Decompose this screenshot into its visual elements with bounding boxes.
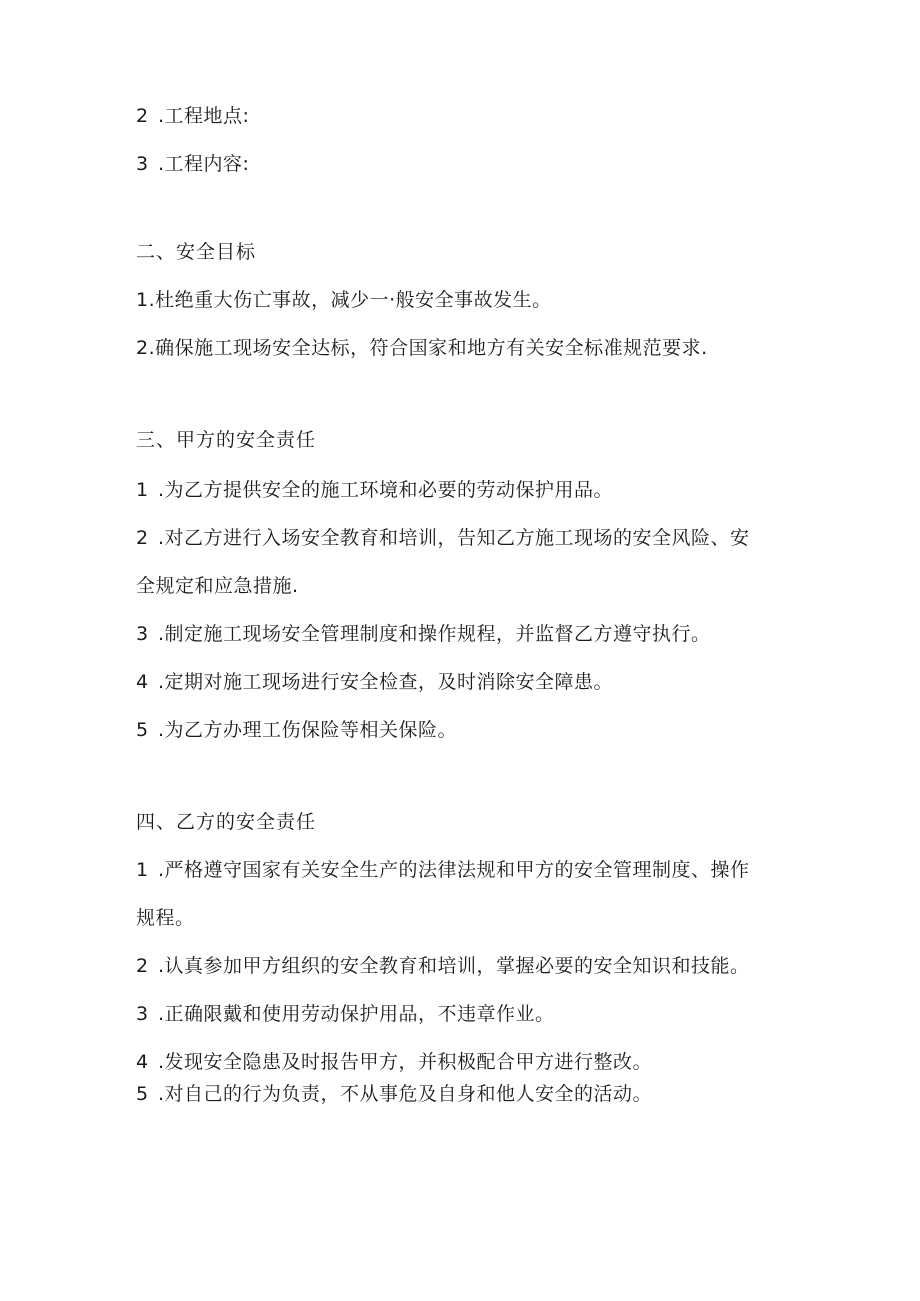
item-text: .为乙方办理工伤保险等相关保险。 [158, 719, 458, 741]
item-text: .对自己的行为负责，不从事危及自身和他人安全的活动。 [158, 1083, 653, 1105]
party-a-item [136, 718, 457, 742]
party-a-item [136, 526, 750, 550]
item-number: 3 [136, 623, 149, 645]
project-content-line [136, 152, 249, 176]
item-text: .发现安全隐患及时报告甲方，并积极配合甲方进行整改。 [158, 1051, 653, 1073]
item-number: 2 [136, 527, 149, 549]
section-heading-safety-goals: 二、安全目标 [136, 241, 257, 263]
project-location-line [136, 104, 249, 128]
safety-goal-item: 2.确保施工现场安全达标，符合国家和地方有关安全标准规范要求. [136, 337, 708, 359]
party-a-item [136, 670, 613, 694]
party-b-item [136, 954, 750, 978]
item-text: .正确限戴和使用劳动保护用品，不违章作业。 [158, 1003, 555, 1025]
party-b-item [136, 1050, 652, 1074]
item-text: .认真参加甲方组织的安全教育和培训，掌握必要的安全知识和技能。 [158, 955, 750, 977]
section-heading-party-a-responsibility: 三、甲方的安全责任 [136, 429, 317, 451]
item-text: .为乙方提供安全的施工环境和必要的劳动保护用品。 [158, 479, 614, 501]
section-heading-party-b-responsibility: 四、乙方的安全责任 [136, 811, 317, 833]
item-number: 3 [136, 153, 149, 175]
item-text: .定期对施工现场进行安全检查，及时消除安全障患。 [158, 671, 614, 693]
item-text: .严格遵守国家有关安全生产的法律法规和甲方的安全管理制度、操作 [158, 859, 750, 881]
item-text: .工程内容: [158, 153, 250, 175]
item-number: 2 [136, 955, 149, 977]
item-text: .工程地点: [158, 105, 250, 127]
item-number: 5 [136, 1083, 149, 1105]
item-number: 2 [136, 105, 149, 127]
party-a-item [136, 622, 711, 646]
party-b-item [136, 858, 750, 882]
item-text: .对乙方进行入场安全教育和培训，告知乙方施工现场的安全风险、安 [158, 527, 750, 549]
party-b-item [136, 1002, 555, 1026]
party-a-item [136, 478, 613, 502]
item-number: 4 [136, 1051, 149, 1073]
party-a-item-continuation: 全规定和应急措施. [136, 575, 299, 597]
item-number: 1 [136, 859, 149, 881]
item-number: 3 [136, 1003, 149, 1025]
item-number: 1 [136, 479, 149, 501]
item-text: .制定施工现场安全管理制度和操作规程，并监督乙方遵守执行。 [158, 623, 711, 645]
item-number: 4 [136, 671, 149, 693]
party-b-item-continuation: 规程。 [136, 907, 195, 929]
item-number: 5 [136, 719, 149, 741]
safety-goal-item: 1.杜绝重大伤亡事故，减少一·般安全事故发生。 [136, 289, 552, 311]
party-b-item [136, 1082, 652, 1106]
